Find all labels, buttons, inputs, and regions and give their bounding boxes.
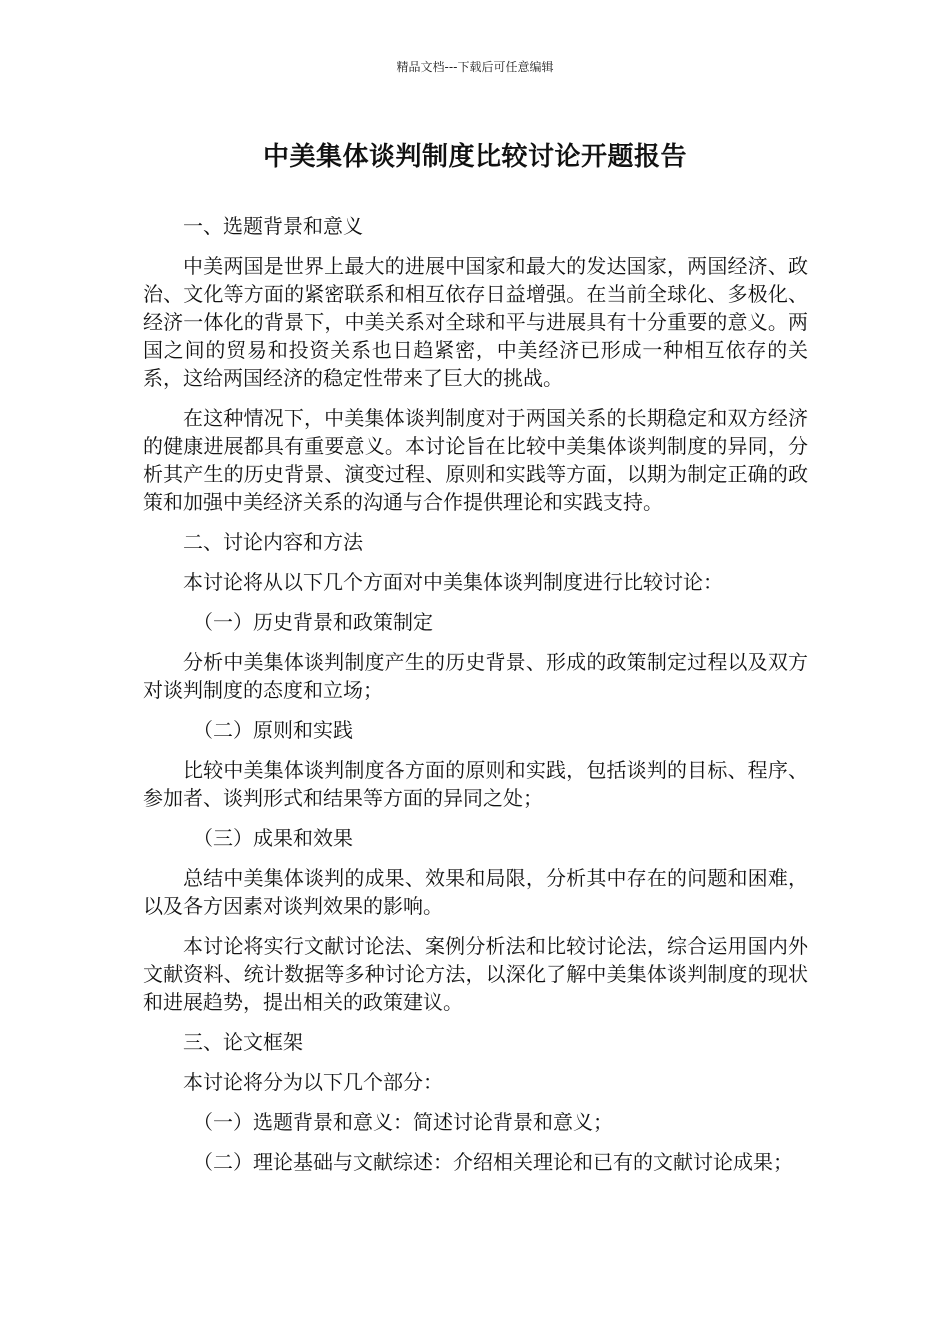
framework-item-1: （一）选题背景和意义：简述讨论背景和意义； bbox=[193, 1110, 613, 1134]
paragraph: 中美两国是世界上最大的进展中国家和最大的发达国家，两国经济、政治、文化等方面的紧密联系和相互依存日益增强。在当前全球化、多极化、经济一体化的背景下，中美关系对全球和平与进展具有十分重要的意义。两国之间的贸易和投资关系也日趋紧密，中美经济已形成一种相互依存的关系，这给两国经济的稳定性带来了巨大的挑战。 bbox=[143, 254, 808, 390]
paragraph: 在这种情况下，中美集体谈判制度对于两国关系的长期稳定和双方经济的健康进展都具有重要意义。本讨论旨在比较中美集体谈判制度的异同，分析其产生的历史背景、演变过程、原则和实践等方面，以期为制定正确的政策和加强中美经济关系的沟通与合作提供理论和实践支持。 bbox=[143, 406, 808, 514]
section-heading-1: 一、选题背景和意义 bbox=[183, 214, 363, 238]
framework-item-2: （二）理论基础与文献综述：介绍相关理论和已有的文献讨论成果； bbox=[193, 1150, 793, 1174]
subheading-1: （一）历史背景和政策制定 bbox=[193, 610, 433, 634]
subheading-3: （三）成果和效果 bbox=[193, 826, 353, 850]
subheading-2: （二）原则和实践 bbox=[193, 718, 353, 742]
paragraph: 总结中美集体谈判的成果、效果和局限，分析其中存在的问题和困难，以及各方因素对谈判效果的影响。 bbox=[143, 866, 808, 918]
page-header-note: 精品文档---下载后可任意编辑 bbox=[396, 60, 554, 74]
section-heading-2: 二、讨论内容和方法 bbox=[183, 530, 363, 554]
paragraph: 分析中美集体谈判制度产生的历史背景、形成的政策制定过程以及双方对谈判制度的态度和立场； bbox=[143, 650, 808, 702]
section-heading-3: 三、论文框架 bbox=[183, 1030, 303, 1054]
paragraph: 本讨论将从以下几个方面对中美集体谈判制度进行比较讨论： bbox=[183, 570, 723, 594]
paragraph: 本讨论将实行文献讨论法、案例分析法和比较讨论法，综合运用国内外文献资料、统计数据等多种讨论方法，以深化了解中美集体谈判制度的现状和进展趋势，提出相关的政策建议。 bbox=[143, 934, 808, 1014]
document-body bbox=[143, 212, 808, 1188]
paragraph: 比较中美集体谈判制度各方面的原则和实践，包括谈判的目标、程序、参加者、谈判形式和结果等方面的异同之处； bbox=[143, 758, 808, 810]
paragraph: 本讨论将分为以下几个部分： bbox=[183, 1070, 443, 1094]
document-title: 中美集体谈判制度比较讨论开题报告 bbox=[262, 142, 687, 172]
